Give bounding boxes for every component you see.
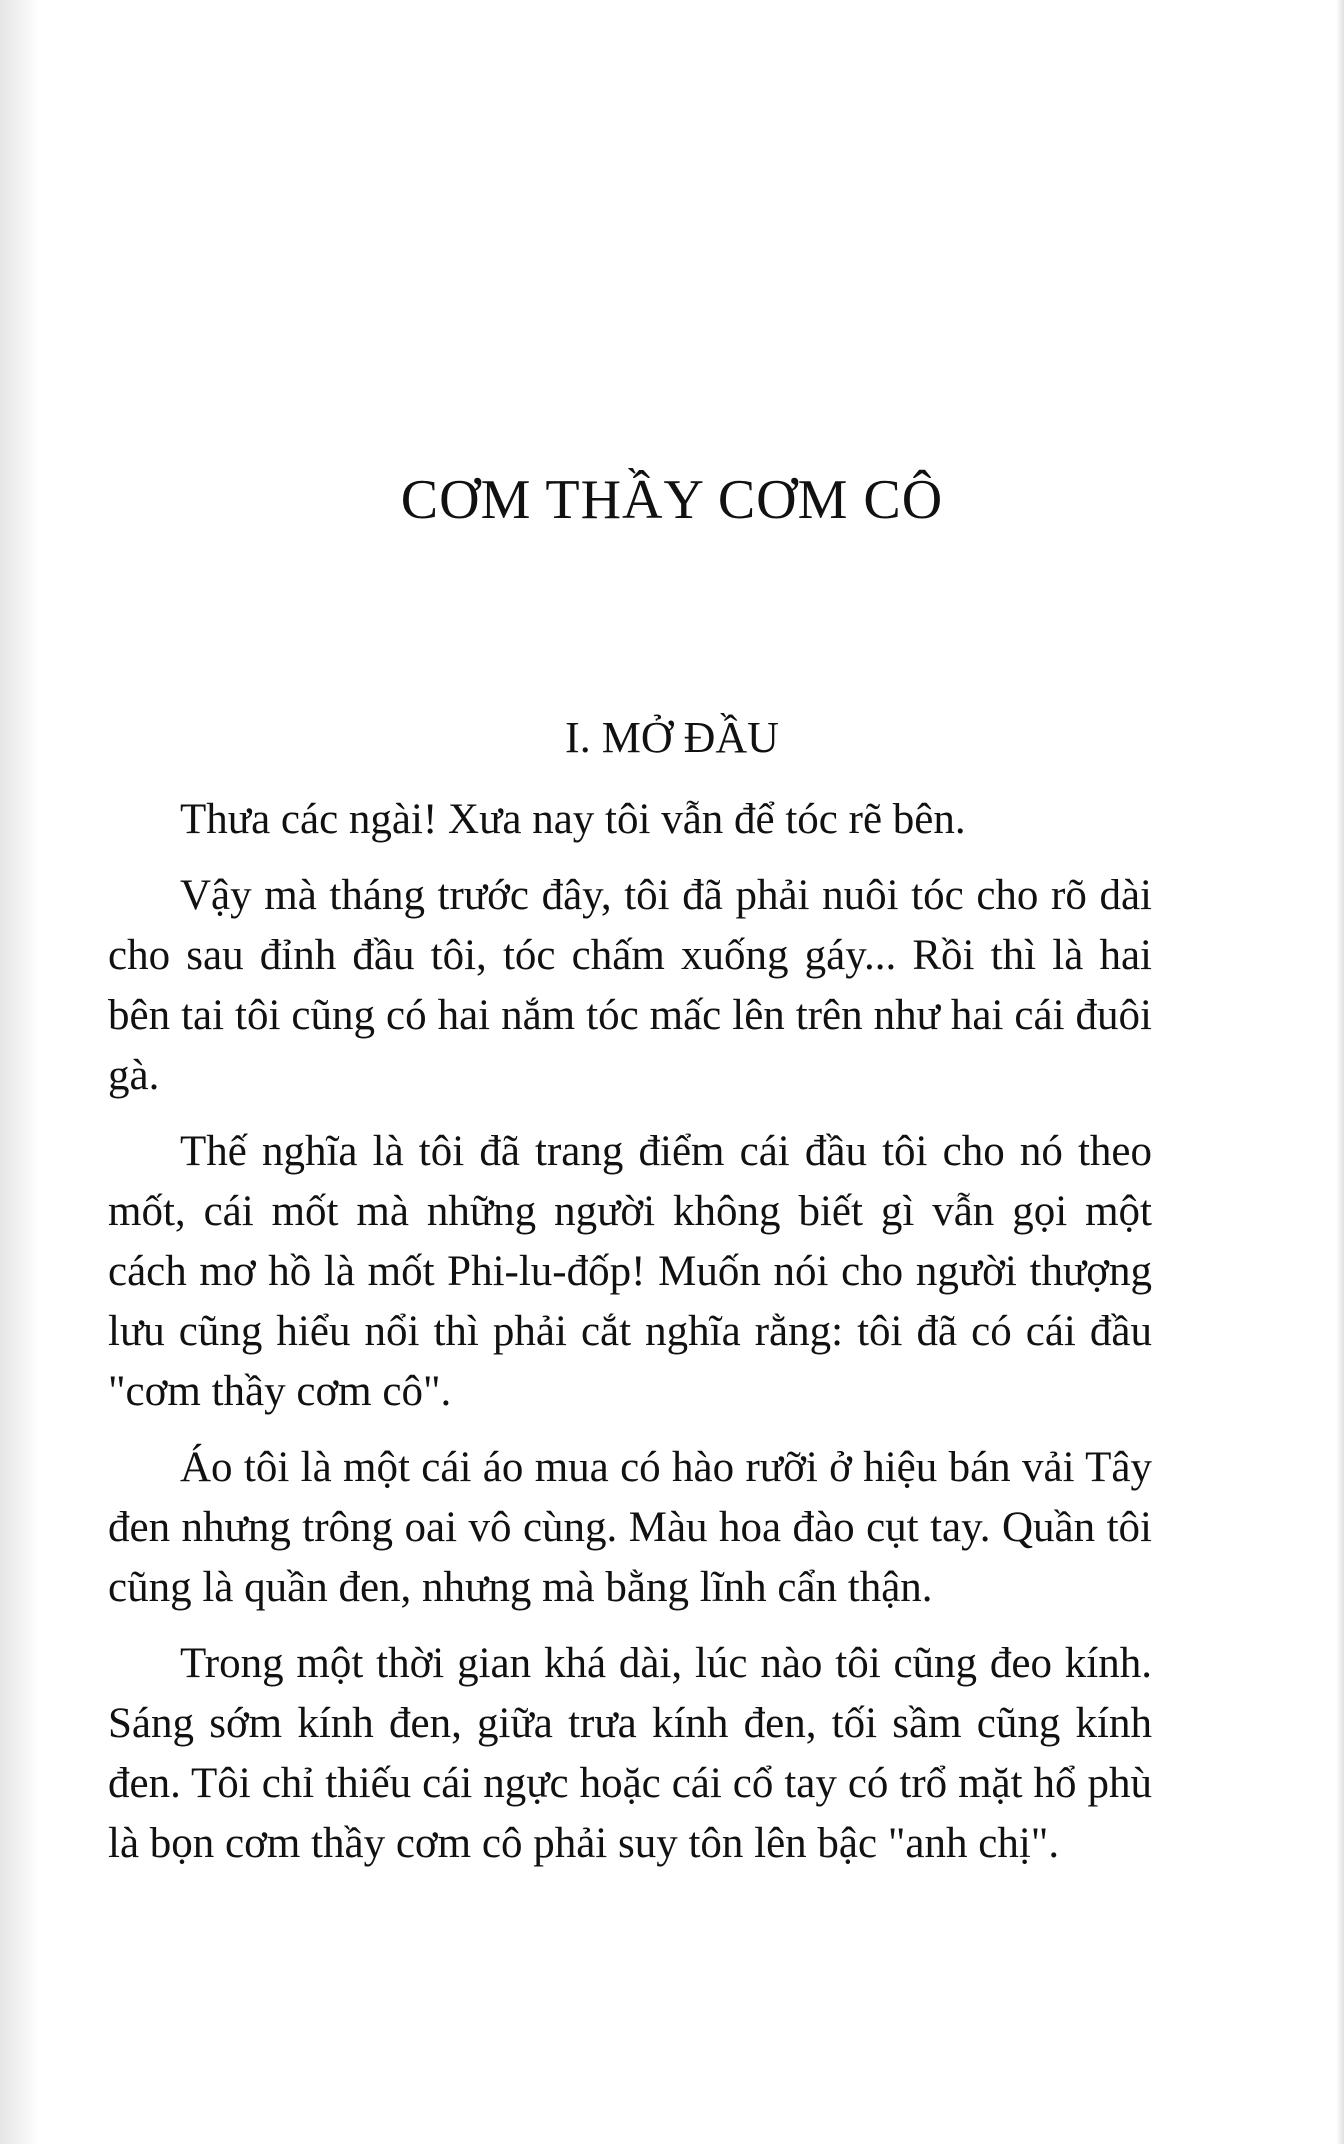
paragraph: Thưa các ngài! Xưa nay tôi vẫn để tóc rẽ bên. [180, 796, 966, 843]
section-heading: I. MỞ ĐẦU [565, 713, 779, 762]
scan-shadow-left [0, 0, 40, 2144]
body-text [108, 790, 1152, 1890]
paragraph: Áo tôi là một cái áo mua có hào rưỡi ở hiệu bán vải Tây đen nhưng trông oai vô cùng. Màu hoa đào cụt tay. Quần tôi cũng là quần đen, nhưng mà bằng lĩnh cẩn thận. [108, 1444, 1152, 1611]
chapter-title: CƠM THẦY CƠM CÔ [400, 469, 944, 531]
paragraph: Vậy mà tháng trước đây, tôi đã phải nuôi tóc cho rõ dài cho sau đỉnh đầu tôi, tóc chấm xuống gáy... Rồi thì là hai bên tai tôi cũng có hai nắm tóc mấc lên trên như hai cái đuôi gà. [108, 872, 1152, 1099]
paragraph: Thế nghĩa là tôi đã trang điểm cái đầu tôi cho nó theo mốt, cái mốt mà những người không biết gì vẫn gọi một cách mơ hồ là mốt Phi-lu-đốp! Muốn nói cho người thượng lưu cũng hiểu nổi thì phải cắt nghĩa rằng: tôi đã có cái đầu "cơm thầy cơm cô". [108, 1128, 1152, 1415]
scan-shadow-right [1336, 0, 1344, 2144]
paragraph: Trong một thời gian khá dài, lúc nào tôi cũng đeo kính. Sáng sớm kính đen, giữa trưa kính đen, tối sầm cũng kính đen. Tôi chỉ thiếu cái ngực hoặc cái cổ tay có trổ mặt hổ phù là bọn cơm thầy cơm cô phải suy tôn lên bậc "anh chị". [108, 1640, 1152, 1867]
